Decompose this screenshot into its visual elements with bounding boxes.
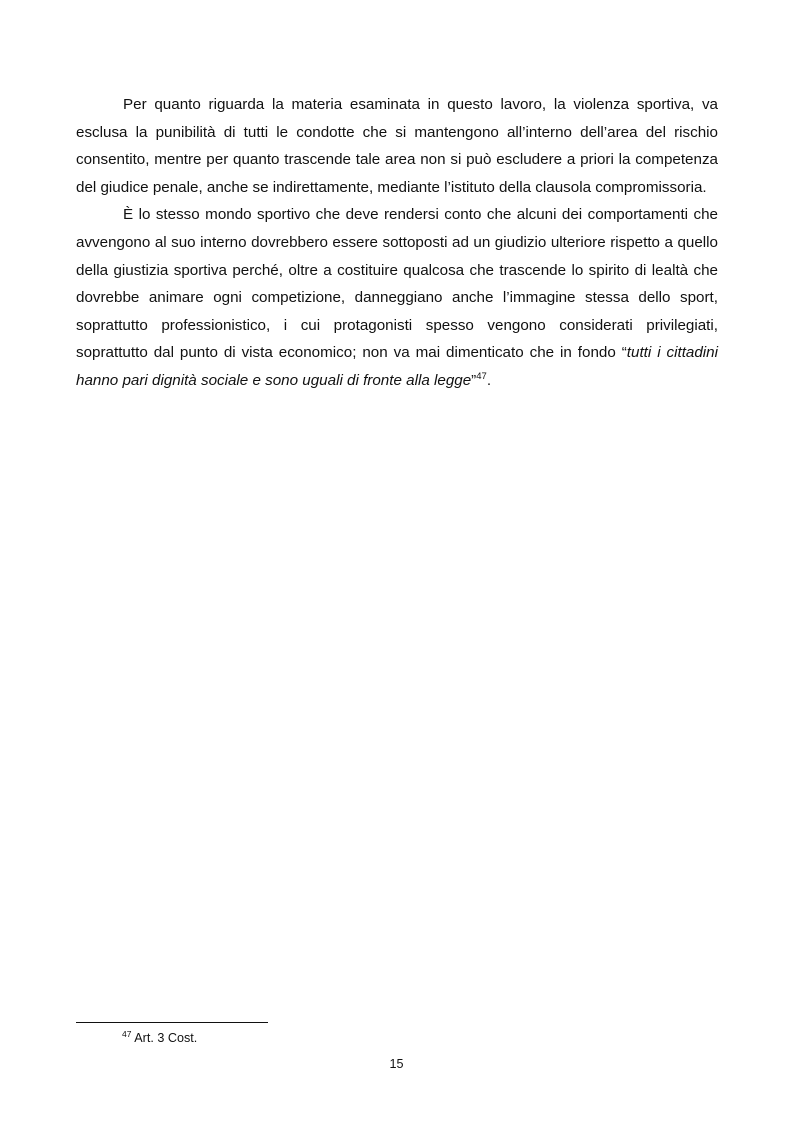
paragraph-2-text: È lo stesso mondo sportivo che deve rendersi conto che alcuni dei comportamenti che avvengono al suo interno dovrebbero essere sottoposti ad un giudizio ulteriore rispetto a quello della giustizia sportiva perché, oltre a costituire qualcosa che trascende lo spirito di lealtà che dovrebbe animare ogni competizione, danneggiano anche l’immagine stessa dello sport, soprattutto professionistico, i cui protagonisti spesso vengono considerati privilegiati, soprattutto dal punto di vista economico; non va mai dimenticato che in fondo [76,206,718,362]
paragraph-1: Per quanto riguarda la materia esaminata in questo lavoro, la violenza sportiva, va esclusa la punibilità di tutti le condotte che si mantengono all’interno dell’area del rischio consentito, mentre per quanto trascende tale area non si può escludere a priori la competenza del giudice penale, anche se indirettamente, mediante l’istituto della clausola compromissoria. [76,96,718,196]
footnote [122,1030,197,1046]
body-text [76,91,718,395]
paragraph-2-end: . [486,371,492,389]
paragraph-2 [76,201,718,394]
open-quote: “ [621,344,627,362]
footnote-marker: 47 [122,1029,132,1039]
footnote-text: Art. 3 Cost. [131,1031,198,1045]
constitution-quote: tutti i cittadini hanno pari dignità sociale e sono uguali di fronte alla legge [76,344,718,389]
footnote-reference[interactable]: 47 [476,370,487,382]
footnote-separator [76,1022,268,1023]
page-number: 15 [389,1057,404,1071]
close-quote: ” [471,371,477,389]
